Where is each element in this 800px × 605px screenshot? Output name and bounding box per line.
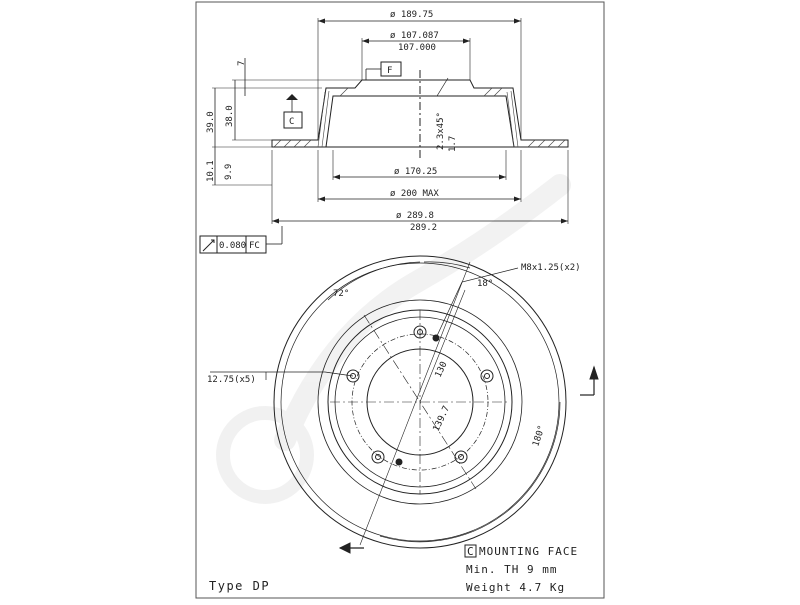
runout-value: 0.080 bbox=[219, 241, 247, 251]
mounting-face-note: MOUNTING FACE bbox=[479, 545, 579, 558]
pcd-dimension: 130 bbox=[433, 360, 450, 380]
dim-height-38: 38.0 bbox=[225, 105, 235, 127]
dim-height-39: 39.0 bbox=[206, 111, 216, 133]
angle-18: 18° bbox=[477, 279, 494, 289]
dim-diameter-170: ø 170.25 bbox=[394, 167, 438, 177]
dim-thickness-max: 10.1 bbox=[206, 160, 216, 182]
tolerance-flag-label: F bbox=[387, 66, 393, 76]
runout-reference: FC bbox=[249, 241, 260, 251]
thread-spec: M8x1.25(x2) bbox=[521, 263, 581, 273]
dim-diameter-289-max: ø 289.8 bbox=[396, 211, 434, 221]
dim-thickness-min: 9.9 bbox=[224, 163, 234, 180]
dim-chamfer: 2.3x45° bbox=[436, 112, 446, 150]
bolt-hole-spec: 12.75(x5) bbox=[207, 375, 256, 385]
type-label: Type DP bbox=[209, 579, 271, 593]
datum-c-label: C bbox=[289, 117, 295, 127]
angle-72: 72° bbox=[333, 289, 350, 299]
dim-diameter-200: ø 200 MAX bbox=[390, 189, 439, 199]
dim-hub-bore-min: 107.000 bbox=[398, 43, 436, 53]
threaded-holes bbox=[396, 335, 439, 465]
dim-diameter-189: ø 189.75 bbox=[390, 10, 434, 20]
bore-dimension: 139.7 bbox=[431, 404, 453, 434]
min-thickness-note: Min. TH 9 mm bbox=[466, 563, 558, 576]
dim-height-1-7: 1.7 bbox=[448, 135, 458, 152]
dim-hub-bore-max: ø 107.087 bbox=[390, 31, 439, 41]
weight-note: Weight 4.7 Kg bbox=[466, 581, 566, 594]
dim-diameter-289-min: 289.2 bbox=[410, 223, 438, 233]
dim-height-7: 7 bbox=[237, 60, 247, 66]
mounting-face-marker: C bbox=[467, 545, 475, 558]
angle-180: 180° bbox=[531, 424, 548, 448]
